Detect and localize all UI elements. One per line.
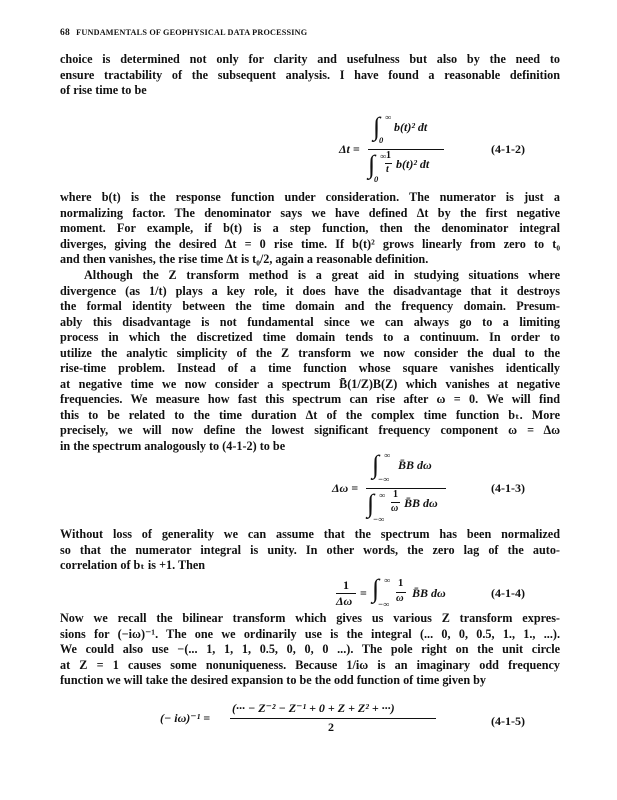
text-line: utilize the analytic simplicity of the Z transform we now consider the dual to the — [60, 345, 560, 360]
equation-number: (4-1-3) — [491, 481, 525, 495]
fraction-bar — [230, 718, 436, 719]
text-line: choice is determined not only for clarity and usefulness but also by the need to — [60, 52, 560, 66]
integral-sign: ∫ — [367, 489, 375, 518]
coef-denominator: ω — [391, 503, 399, 514]
integral-sign: ∫ — [372, 574, 380, 603]
upper-limit: ∞ — [385, 112, 392, 122]
text-line: ably this disadvantage is not fundamental since we can always go to a limiting — [60, 314, 560, 329]
text-line: ensure tractability of the subsequent analysis. I have found a reasonable definition — [60, 67, 560, 82]
text-line: Now we recall the bilinear transform which gives us various Z transform expres- — [60, 611, 560, 625]
coef-numerator: 1 — [386, 150, 391, 161]
coef-denominator: t — [386, 164, 389, 175]
coef-denominator: ω — [396, 593, 404, 604]
paragraph-1 — [60, 52, 560, 99]
text-line: in the spectrum analogously to (4-1-2) to be — [60, 438, 286, 453]
eq-lhs: Δω = — [332, 481, 359, 495]
text-line: moment. For example, if b(t) is a step function, then the denominator integral — [60, 221, 560, 235]
denominator: b(t)² dt — [396, 157, 430, 171]
paragraph-4 — [60, 527, 560, 574]
text-line: normalizing factor. The denominator says we have defined Δt by the first negative — [60, 205, 560, 220]
upper-limit: ∞ — [384, 450, 391, 460]
fraction-bar — [368, 149, 444, 150]
text-line: diverges, giving the desired Δt = 0 rise time. If b(t)² grows linearly from zero to t₀ — [60, 236, 560, 251]
denominator: B̄B dω — [404, 496, 438, 510]
text-line: process in which the discretized time domain tends to a continuum. In order to — [60, 330, 560, 344]
lower-limit: 0 — [379, 135, 384, 145]
fraction-bar — [366, 488, 446, 489]
paragraph-3 — [60, 268, 560, 454]
page-number: 68 — [60, 28, 70, 38]
integrand: B̄B dω — [412, 586, 446, 600]
text-line: this to be related to the time duration Δt of the complex time function bₜ. More — [60, 407, 560, 422]
text-line: Although the Z transform method is a great aid in studying situations where — [84, 268, 560, 282]
paragraph-2 — [60, 190, 560, 268]
lower-limit: −∞ — [378, 599, 390, 609]
equation-number: (4-1-2) — [491, 142, 525, 156]
eq-lhs: (− iω)⁻¹ = — [160, 711, 211, 725]
equation-number: (4-1-5) — [491, 714, 525, 728]
text-line: sions for (−iω)⁻¹. The one we ordinarily use is the integral (... 0, 0, 0.5, 1., 1., ...). — [60, 626, 560, 641]
integral-sign: ∫ — [368, 150, 376, 179]
lower-limit: −∞ — [378, 474, 390, 484]
text-line: frequencies. We measure how fast this spectrum can rise after ω = 0. We will find — [60, 392, 560, 406]
coef-numerator: 1 — [393, 489, 398, 500]
upper-limit: ∞ — [379, 490, 386, 500]
text-line: correlation of bₜ is +1. Then — [60, 558, 206, 572]
text-line: so that the numerator integral is unity. In other words, the zero lag of the auto- — [60, 542, 560, 557]
upper-limit: ∞ — [384, 575, 391, 585]
eq-lhs: Δt = — [339, 142, 360, 156]
text-line: the formal identity between the time domain and the frequency domain. Presum- — [60, 299, 560, 313]
text-line: where b(t) is the response function under consideration. The numerator is just a — [60, 190, 560, 204]
lhs-numerator: 1 — [343, 578, 349, 592]
lower-limit: −∞ — [373, 514, 385, 524]
text-line: at negative time we now consider a spectrum B̄(1/Z)B(Z) which vanishes at negative — [60, 376, 560, 391]
running-title: FUNDAMENTALS OF GEOPHYSICAL DATA PROCESSING — [76, 28, 308, 37]
integral-sign: ∫ — [373, 112, 381, 141]
text-line: function we will take the desired expansion to be the odd function of time given by — [60, 673, 487, 687]
equals-sign: = — [360, 586, 367, 600]
text-line: of rise time to be — [60, 83, 147, 97]
text-line: precisely, we will now define the lowest significant frequency component ω = Δω — [60, 423, 560, 437]
denominator: 2 — [328, 720, 334, 734]
lower-limit: 0 — [374, 174, 379, 184]
text-line: We could also use −(... 1, 1, 1, 0.5, 0, 0, 0 ...). The pole right on the unit circle — [60, 642, 560, 656]
numerator: b(t)² dt — [394, 120, 428, 134]
integral-sign: ∫ — [372, 450, 380, 479]
text-line: divergence (as 1/t) plays a key role, it does have the disadvantage that it destroys — [60, 283, 560, 298]
text-line: at Z = 1 causes some nonuniqueness. Because 1/iω is an imaginary odd frequency — [60, 657, 560, 672]
text-line: rise-time problem. Instead of a time function whose square vanishes identically — [60, 361, 560, 375]
lhs-denominator: Δω — [336, 594, 353, 608]
text-line: Without loss of generality we can assume that the spectrum has been normalized — [60, 527, 560, 541]
running-header — [60, 28, 307, 38]
equation-number: (4-1-4) — [491, 586, 525, 600]
numerator: B̄B dω — [398, 458, 432, 472]
paragraph-5 — [60, 611, 560, 689]
upper-limit: ∞ — [380, 151, 387, 161]
numerator: (··· − Z⁻² − Z⁻¹ + 0 + Z + Z² + ···) — [232, 701, 395, 715]
coef-numerator: 1 — [398, 578, 404, 589]
text-line: and then vanishes, the rise time Δt is t₀/2, again a reasonable definition. — [60, 252, 429, 266]
